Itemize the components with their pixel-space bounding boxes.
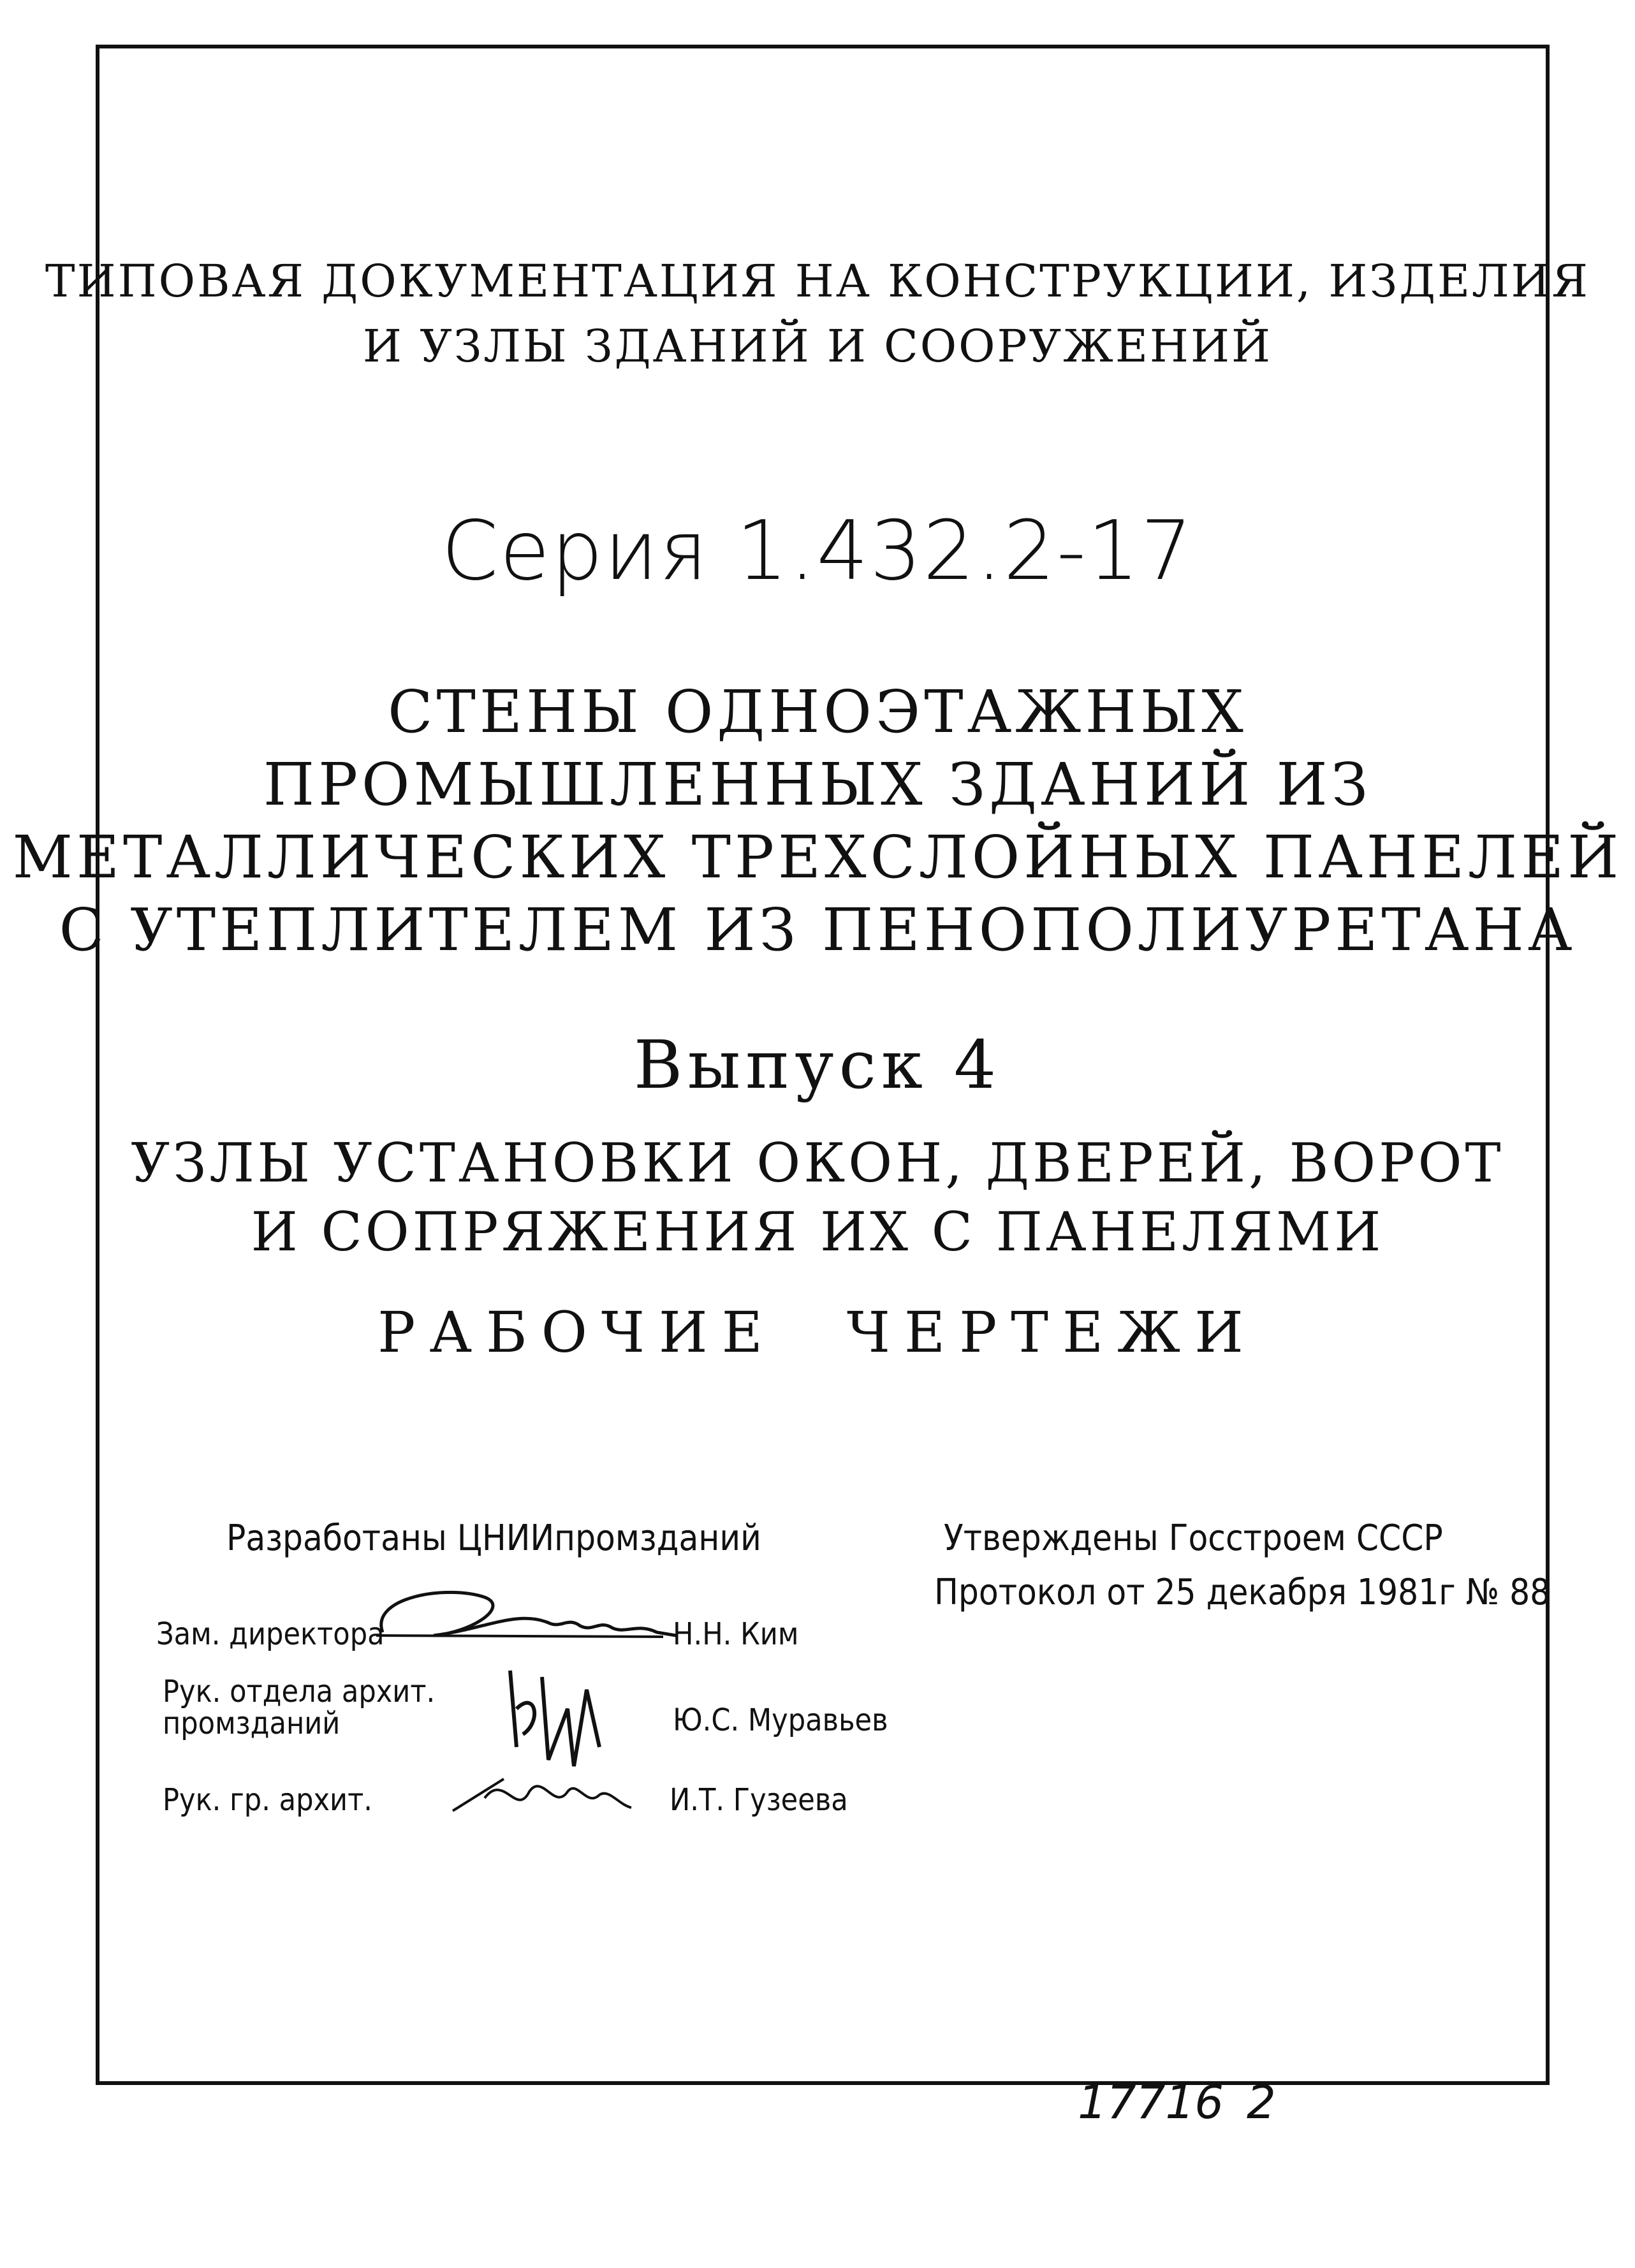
approved-line-2: Протокол от 25 декабря 1981г № 88 (934, 1572, 1551, 1613)
title-line-2: ПРОМЫШЛЕННЫХ ЗДАНИЙ ИЗ (263, 750, 1372, 819)
issue-subtitle (0, 1129, 1635, 1266)
approved-line-1: Утверждены Госстроем СССР (944, 1518, 1443, 1559)
signatory-name-1: Н.Н. Ким (673, 1616, 799, 1652)
series-title: Серия 1.432.2-17 (441, 504, 1194, 599)
signatory-role-2-line-2: промзданий (163, 1706, 341, 1741)
inventory-number: 17716 (1078, 2075, 1224, 2129)
subtitle-line-1: УЗЛЫ УСТАНОВКИ ОКОН, ДВЕРЕЙ, ВОРОТ (131, 1132, 1504, 1194)
signature-guzeeva (446, 1760, 650, 1830)
document-title (0, 676, 1635, 967)
signatory-role-2-line-1: Рук. отдела архит. (163, 1674, 436, 1709)
signatory-role-1: Зам. директора (156, 1616, 385, 1652)
signatory-name-2: Ю.С. Муравьев (673, 1702, 888, 1738)
header-line-2: И УЗЛЫ ЗДАНИЙ И СООРУЖЕНИЙ (362, 320, 1273, 372)
developed-by: Разработаны ЦНИИпромзданий (226, 1518, 761, 1559)
signature-muravyev (497, 1651, 625, 1773)
subtitle-line-2: И СОПРЯЖЕНИЯ ИХ С ПАНЕЛЯМИ (251, 1201, 1384, 1263)
signature-kim (357, 1572, 689, 1661)
document-header (0, 249, 1635, 379)
issue-number: Выпуск 4 (633, 1026, 1002, 1104)
sheet-number: 2 (1247, 2075, 1276, 2129)
header-line-1: ТИПОВАЯ ДОКУМЕНТАЦИЯ НА КОНСТРУКЦИИ, ИЗДЕЛИЯ (45, 255, 1590, 307)
document-type: РАБОЧИЕ ЧЕРТЕЖИ (378, 1299, 1257, 1365)
title-line-4: С УТЕПЛИТЕЛЕМ ИЗ ПЕНОПОЛИУРЕТАНА (59, 896, 1576, 964)
title-line-1: СТЕНЫ ОДНОЭТАЖНЫХ (388, 678, 1247, 746)
title-line-3: МЕТАЛЛИЧЕСКИХ ТРЕХСЛОЙНЫХ ПАНЕЛЕЙ (12, 823, 1623, 891)
signatory-role-3: Рук. гр. архит. (163, 1782, 372, 1818)
signatory-name-3: И.Т. Гузеева (670, 1782, 848, 1818)
